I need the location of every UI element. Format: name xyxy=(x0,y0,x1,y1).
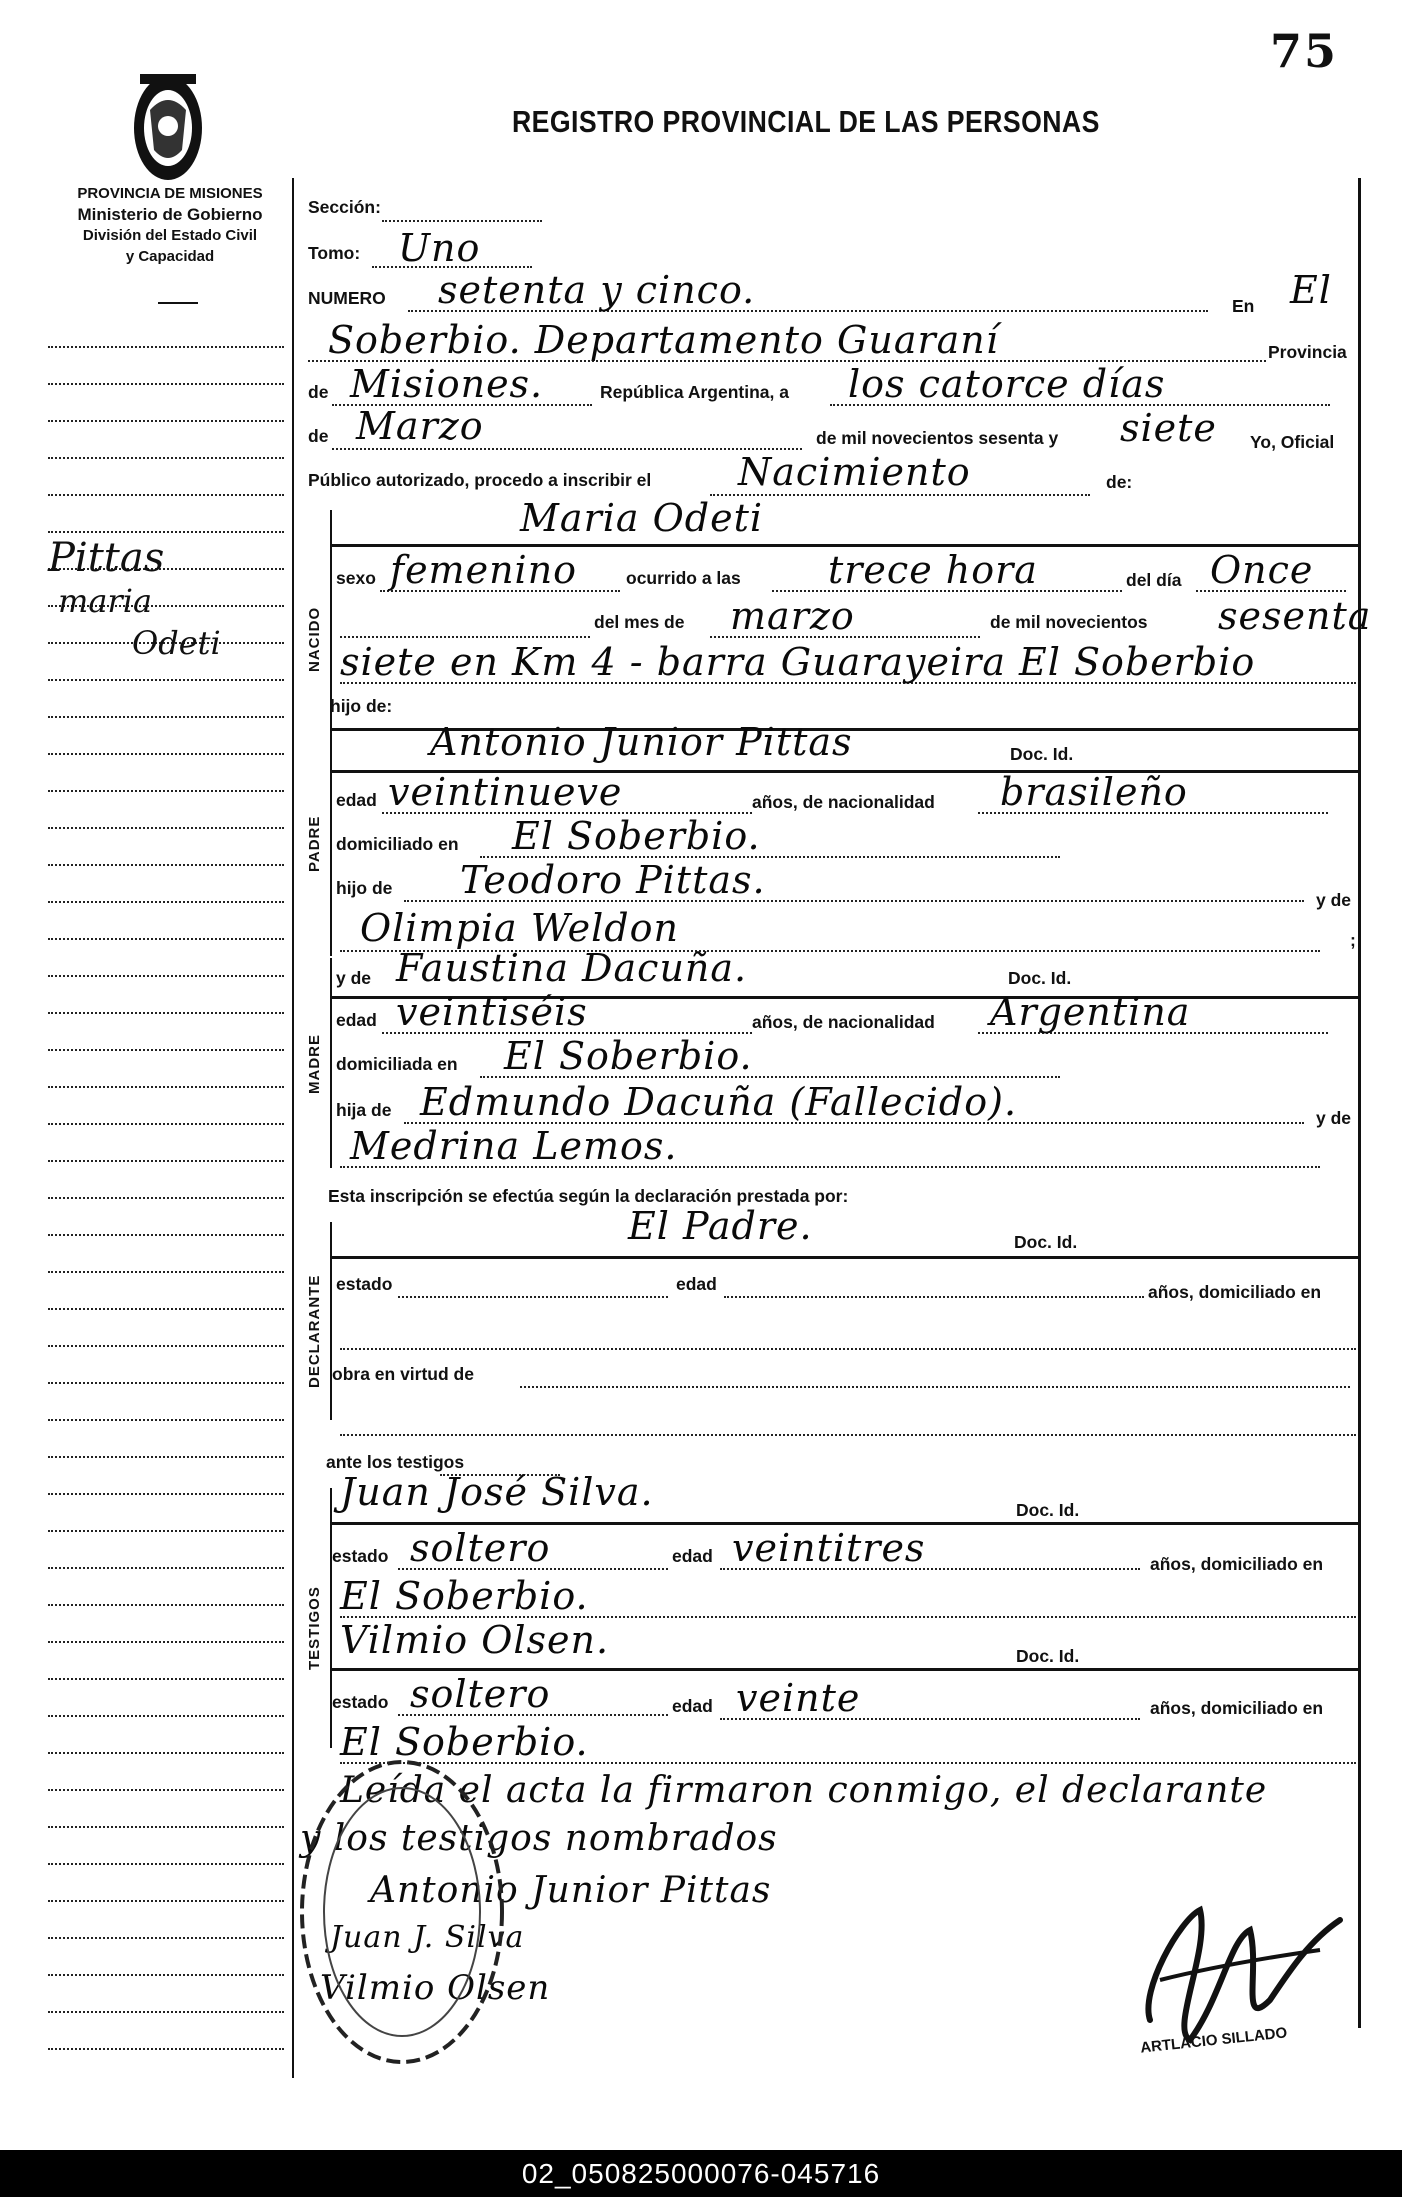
margin-line xyxy=(48,864,284,866)
margin-line xyxy=(48,1419,284,1421)
margin-line xyxy=(48,790,284,792)
document-title: REGISTRO PROVINCIAL DE LAS PERSONAS xyxy=(512,104,1100,139)
fecha-dia-value[interactable]: los catorce días xyxy=(848,362,1166,406)
provincia-value[interactable]: Misiones. xyxy=(350,362,544,406)
margin-line xyxy=(48,494,284,496)
seccion-label: Sección: xyxy=(308,197,381,217)
mil-novecientos-label: de mil novecientos xyxy=(990,612,1148,632)
rule xyxy=(330,1256,1358,1259)
margin-note-name: maria xyxy=(58,582,153,620)
declarante-estado-field[interactable] xyxy=(398,1296,668,1298)
en-value[interactable]: El xyxy=(1290,268,1332,312)
margin-line xyxy=(48,1974,284,1976)
margin-line xyxy=(48,975,284,977)
division-name: División del Estado Civil xyxy=(82,227,258,244)
padre-doc-label: Doc. Id. xyxy=(1010,744,1074,764)
lugar-value[interactable]: siete en Km 4 - barra Guarayeira El Soberbio xyxy=(340,640,1256,684)
padre-nacionalidad-label: años, de nacionalidad xyxy=(752,792,935,812)
margin-line xyxy=(48,1197,284,1199)
section-declarante: DECLARANTE xyxy=(306,1274,323,1388)
testigo1-doc-label: Doc. Id. xyxy=(1016,1500,1080,1520)
mil-label: de mil novecientos sesenta y xyxy=(816,428,1059,448)
margin-line xyxy=(48,1086,284,1088)
divider xyxy=(158,302,198,304)
margin-line xyxy=(48,1012,284,1014)
madre-edad-value[interactable]: veintiséis xyxy=(396,990,588,1034)
semicolon: ; xyxy=(1350,930,1356,950)
section-testigos: TESTIGOS xyxy=(306,1586,323,1670)
page-number: 75 xyxy=(1270,24,1339,78)
declarante-estado-label: estado xyxy=(336,1274,393,1294)
madre-padre-value[interactable]: Edmundo Dacuña (Fallecido). xyxy=(420,1080,1018,1124)
official-seal-icon xyxy=(296,1752,508,2072)
testigo2-domicilio-value[interactable]: El Soberbio. xyxy=(340,1720,589,1764)
testigo2-edad-value[interactable]: veinte xyxy=(736,1676,861,1720)
margin-note-name-2: Odeti xyxy=(132,624,221,662)
margin-line xyxy=(48,1641,284,1643)
publico-label: Público autorizado, procedo a inscribir el xyxy=(308,470,652,490)
registrar-signature-icon xyxy=(1110,1880,1360,2050)
hora-value[interactable]: trece hora xyxy=(828,548,1038,592)
madre-nacionalidad-value[interactable]: Argentina xyxy=(990,990,1191,1034)
testigo2-doc-label: Doc. Id. xyxy=(1016,1646,1080,1666)
form-left-border xyxy=(292,178,294,2078)
margin-note-surname: Pittas xyxy=(48,535,165,581)
padre-nacionalidad-value[interactable]: brasileño xyxy=(1000,770,1188,814)
margin-line xyxy=(48,1308,284,1310)
margin-line xyxy=(48,1937,284,1939)
section-madre: MADRE xyxy=(306,1034,323,1094)
testigo2-nombre-value[interactable]: Vilmio Olsen. xyxy=(340,1618,610,1662)
margin-line xyxy=(48,1530,284,1532)
margin-line xyxy=(48,531,284,533)
margin-line xyxy=(48,2048,284,2050)
margin-line xyxy=(48,383,284,385)
testigo2-edad-label: edad xyxy=(672,1696,713,1716)
ministry-name: Ministerio de Gobierno xyxy=(77,205,263,224)
padre-madre-value[interactable]: Olimpia Weldon xyxy=(360,906,679,950)
testigo1-edad-value[interactable]: veintitres xyxy=(732,1526,926,1570)
margin-line xyxy=(48,1678,284,1680)
margin-line xyxy=(48,346,284,348)
provincial-crest-icon xyxy=(130,70,206,186)
de3-label: de: xyxy=(1106,472,1133,492)
mes-value[interactable]: marzo xyxy=(730,594,855,638)
dia-label: del día xyxy=(1126,570,1182,590)
division-name-2: y Capacidad xyxy=(125,248,215,265)
registrar-stamp-text: ARTLACIO SILLADO xyxy=(1139,2024,1288,2057)
margin-line xyxy=(48,1493,284,1495)
fecha-mes-value[interactable]: Marzo xyxy=(356,404,484,448)
inscripto-value[interactable]: Maria Odeti xyxy=(520,496,764,540)
fecha-anio-value[interactable]: siete xyxy=(1120,406,1217,450)
margin-line xyxy=(48,457,284,459)
testigo1-edad-label: edad xyxy=(672,1546,713,1566)
declarante-anios-label: años, domiciliado en xyxy=(1148,1282,1322,1302)
margin-line xyxy=(48,1567,284,1569)
closing-line-2: y los testigos nombrados xyxy=(300,1818,778,1859)
section-nacido: NACIDO xyxy=(306,606,323,672)
section-bar xyxy=(330,958,332,1168)
margin-line xyxy=(48,716,284,718)
madre-nombre-value[interactable]: Faustina Dacuña. xyxy=(396,946,748,990)
margin-line xyxy=(48,679,284,681)
province-name: PROVINCIA DE MISIONES xyxy=(77,185,263,202)
dia-value[interactable]: Once xyxy=(1210,548,1314,592)
madre-hija-de-label: hija de xyxy=(336,1100,392,1120)
declarante-doc-label: Doc. Id. xyxy=(1014,1232,1078,1252)
declarante-nombre-value[interactable]: El Padre. xyxy=(628,1204,813,1248)
testigo2-estado-value[interactable]: soltero xyxy=(410,1672,551,1716)
fecha-mes-field-line xyxy=(332,448,802,450)
madre-domicilio-value[interactable]: El Soberbio. xyxy=(504,1034,753,1078)
testigo1-domicilio-value[interactable]: El Soberbio. xyxy=(340,1574,589,1618)
provincia-label: Provincia xyxy=(1268,342,1347,362)
acto-field-line xyxy=(710,494,1090,496)
testigos-intro: ante los testigos xyxy=(326,1452,465,1472)
margin-line xyxy=(48,1604,284,1606)
margin-line xyxy=(48,420,284,422)
margin-line xyxy=(48,1123,284,1125)
margin-line xyxy=(48,1863,284,1865)
declarante-edad-field[interactable] xyxy=(724,1296,1144,1298)
yo-oficial-label: Yo, Oficial xyxy=(1250,432,1335,452)
place-value[interactable]: Soberbio. Departamento Guaraní xyxy=(328,318,999,362)
margin-line xyxy=(48,827,284,829)
hijo-de-label: hijo de: xyxy=(330,696,393,716)
margin-line xyxy=(48,2011,284,2013)
seccion-field[interactable] xyxy=(382,220,542,222)
padre-edad-label: edad xyxy=(336,790,377,810)
margin-line xyxy=(48,1271,284,1273)
margin-line xyxy=(48,1382,284,1384)
section-bar xyxy=(330,1222,332,1420)
de-label: de xyxy=(308,382,329,402)
margin-line xyxy=(48,1456,284,1458)
padre-padre-value[interactable]: Teodoro Pittas. xyxy=(460,858,766,902)
margin-line xyxy=(48,1345,284,1347)
section-padre: PADRE xyxy=(306,815,323,872)
madre-nacionalidad-label: años, de nacionalidad xyxy=(752,1012,935,1032)
padre-domicilio-value[interactable]: El Soberbio. xyxy=(512,814,761,858)
madre-doc-label: Doc. Id. xyxy=(1008,968,1072,988)
blank-line xyxy=(340,636,590,638)
tomo-value[interactable]: Uno xyxy=(398,226,481,270)
signature-witness-1: Juan J. Silva xyxy=(330,1920,525,1955)
madre-madre-value[interactable]: Medrina Lemos. xyxy=(350,1124,678,1168)
margin-line xyxy=(48,938,284,940)
ocurrido-label: ocurrido a las xyxy=(626,568,741,588)
en-label: En xyxy=(1232,296,1255,316)
rule xyxy=(330,1668,1358,1671)
mes-label: del mes de xyxy=(594,612,685,632)
margin-line xyxy=(48,1900,284,1902)
numero-label: NUMERO xyxy=(308,288,386,308)
testigo1-anios-label: años, domiciliado en xyxy=(1150,1554,1324,1574)
acto-value[interactable]: Nacimiento xyxy=(738,450,971,494)
anio-value[interactable]: sesenta xyxy=(1218,594,1372,638)
padre-nombre-value[interactable]: Antonio Junior Pittas xyxy=(430,720,853,764)
closing-line-1: Leída el acta la firmaron conmigo, el declarante xyxy=(340,1770,1268,1811)
de2-label: de xyxy=(308,426,329,446)
republica-label: República Argentina, a xyxy=(600,382,789,402)
margin-line xyxy=(48,1826,284,1828)
signature-witness-2: Vilmio Olsen xyxy=(320,1968,551,2008)
margin-line xyxy=(48,1160,284,1162)
testigo1-estado-label: estado xyxy=(332,1546,389,1566)
margin-line xyxy=(48,901,284,903)
sexo-label: sexo xyxy=(336,568,376,588)
testigo1-nombre-value[interactable]: Juan José Silva. xyxy=(340,1470,654,1514)
padre-hijo-de-label: hijo de xyxy=(336,878,393,898)
margin-line xyxy=(48,753,284,755)
declarante-extra-field[interactable] xyxy=(340,1434,1356,1436)
declarante-intro: Esta inscripción se efectúa según la declaración prestada por: xyxy=(328,1186,849,1206)
rule xyxy=(330,1522,1358,1525)
testigo2-anios-label: años, domiciliado en xyxy=(1150,1698,1324,1718)
margin-line xyxy=(48,1752,284,1754)
numero-value[interactable]: setenta y cinco. xyxy=(438,268,756,312)
padre-edad-value[interactable]: veintinueve xyxy=(388,770,623,814)
padre-domicilio-label: domiciliado en xyxy=(336,834,459,854)
margin-line xyxy=(48,1049,284,1051)
signature-father: Antonio Junior Pittas xyxy=(370,1870,772,1911)
testigo1-estado-value[interactable]: soltero xyxy=(410,1526,551,1570)
section-bar xyxy=(330,728,332,956)
madre-edad-label: edad xyxy=(336,1010,377,1030)
declarante-obra-label: obra en virtud de xyxy=(332,1364,474,1384)
madre-y-de-label: y de xyxy=(336,968,372,988)
declarante-obra-field[interactable] xyxy=(520,1386,1350,1388)
rule xyxy=(330,544,1358,547)
declarante-edad-label: edad xyxy=(676,1274,717,1294)
madre-y-de2-label: y de xyxy=(1316,1108,1352,1128)
declarante-domicilio-field[interactable] xyxy=(340,1348,1356,1350)
margin-line xyxy=(48,1715,284,1717)
tomo-label: Tomo: xyxy=(308,243,361,263)
madre-domicilio-label: domiciliada en xyxy=(336,1054,458,1074)
padre-y-de-label: y de xyxy=(1316,890,1352,910)
form-right-border xyxy=(1358,178,1361,2028)
testigo2-estado-label: estado xyxy=(332,1692,389,1712)
document-id-footer: 02_050825000076-045716 xyxy=(0,2150,1402,2197)
sexo-value[interactable]: femenino xyxy=(390,548,578,592)
margin-line xyxy=(48,1789,284,1791)
margin-line xyxy=(48,1234,284,1236)
